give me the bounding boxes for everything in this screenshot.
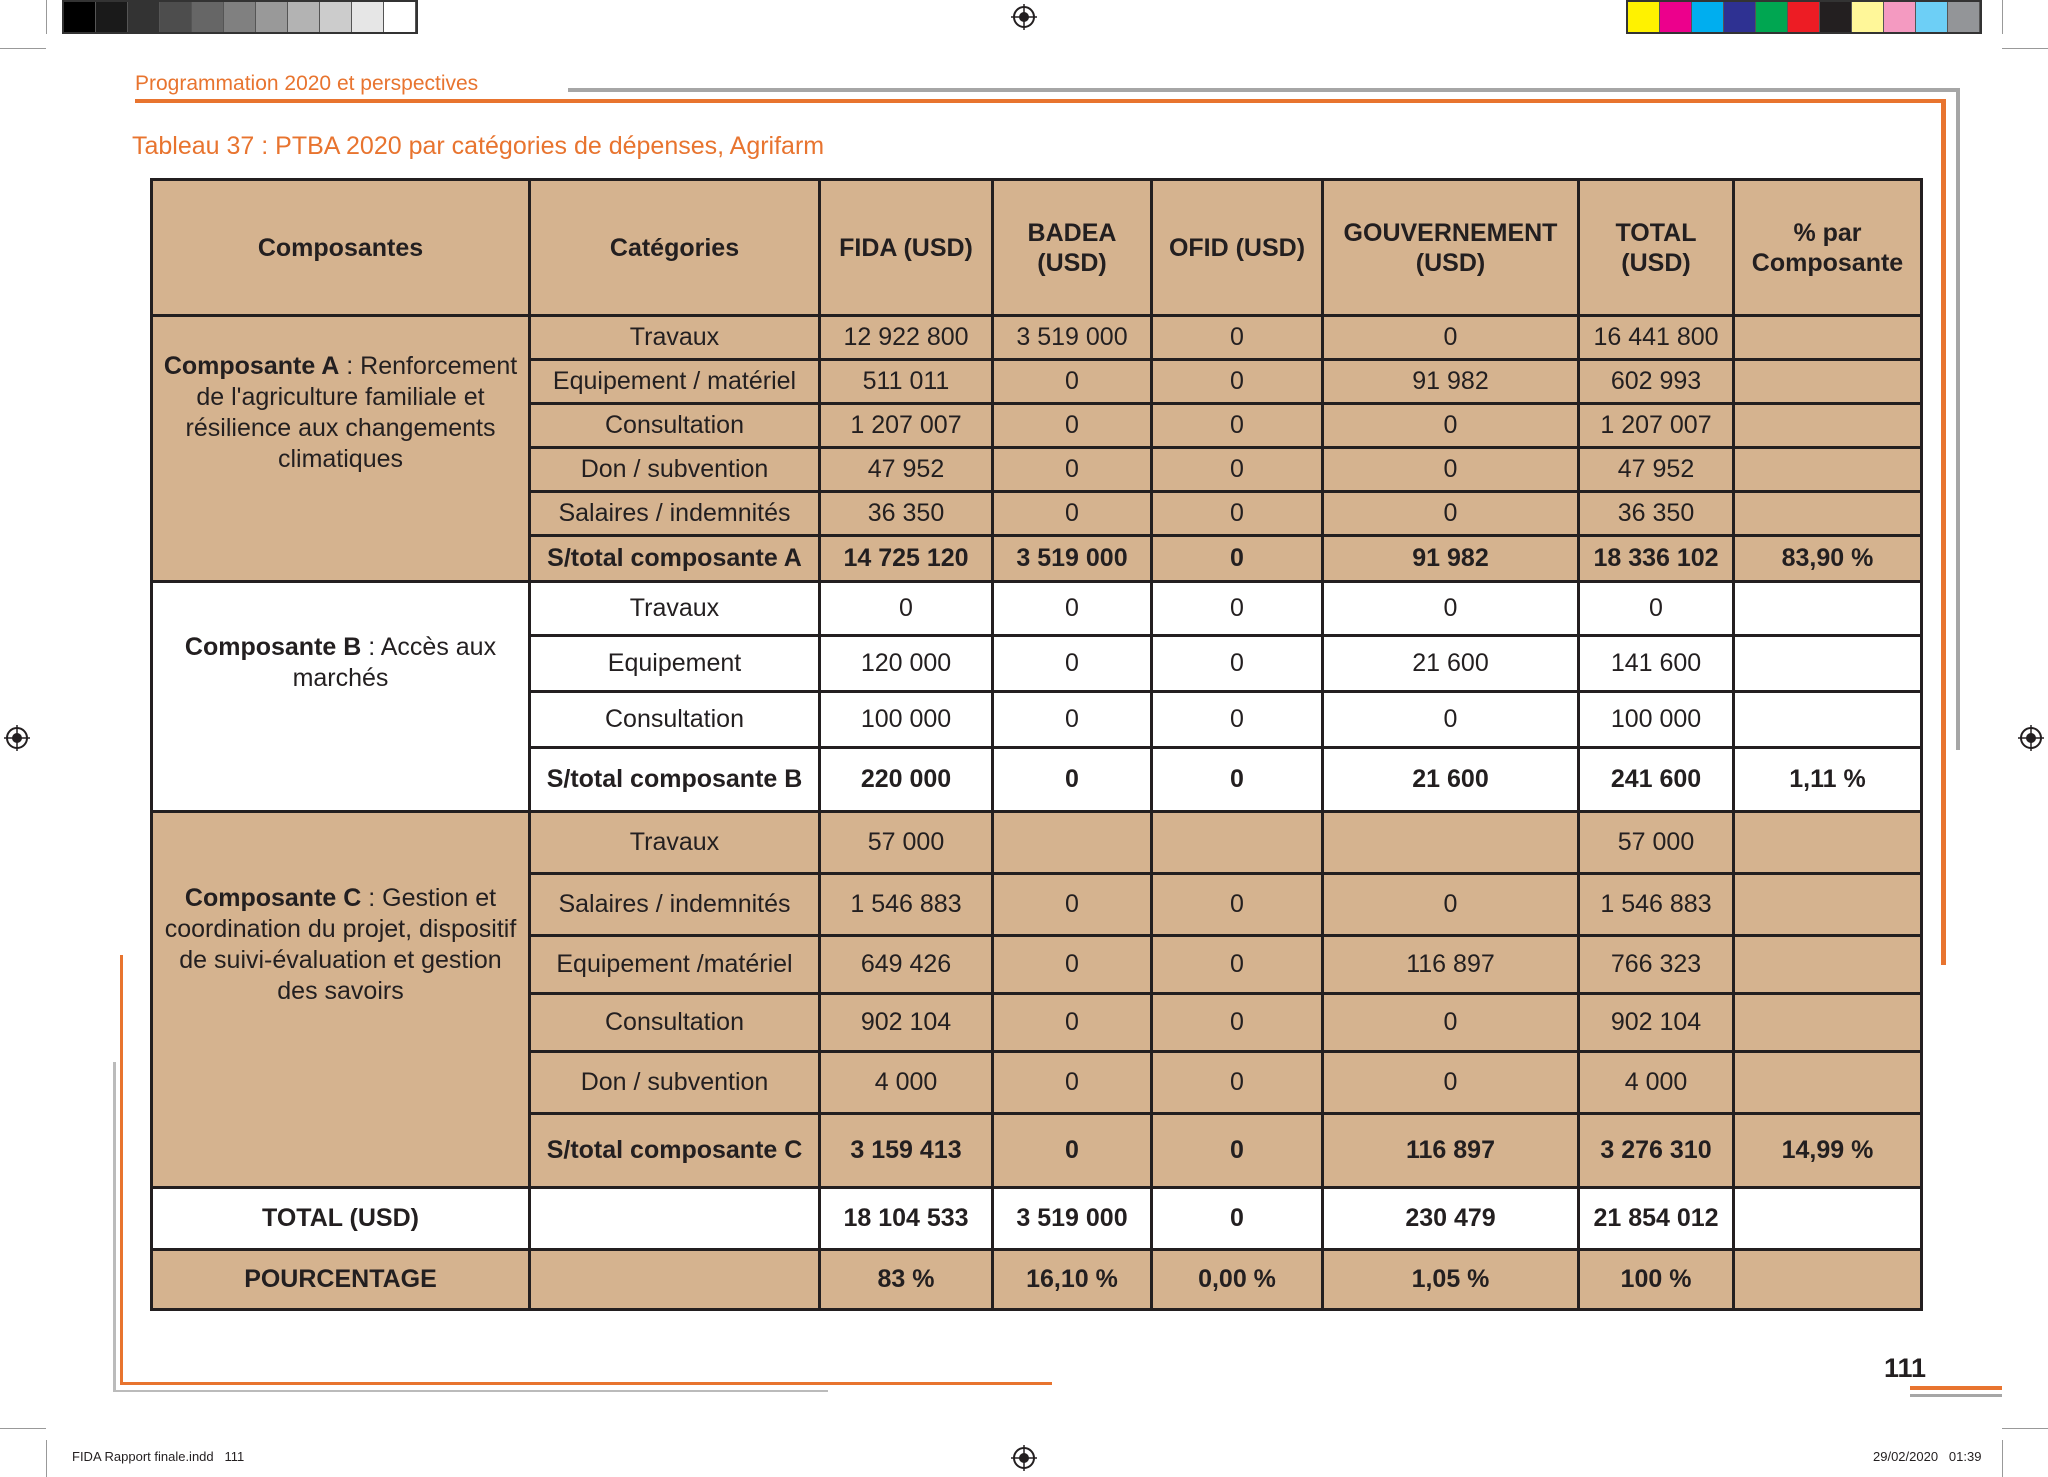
gouvernement-cell: 91 982 xyxy=(1323,360,1579,404)
registration-mark-top-icon xyxy=(1011,4,1037,30)
badea-cell: 3 519 000 xyxy=(993,316,1152,360)
total-row xyxy=(152,1188,1922,1250)
gouvernement-cell: 116 897 xyxy=(1323,936,1579,994)
badea-cell xyxy=(993,812,1152,874)
ofid-cell: 0 xyxy=(1152,874,1323,936)
registration-mark-bottom-icon xyxy=(1011,1445,1037,1471)
registration-mark-right-icon xyxy=(2018,725,2044,751)
color-swatch xyxy=(1788,2,1820,32)
component-a-description: : Renforcement de l'agriculture familiale et résilience aux changements climatiques xyxy=(185,351,518,473)
frame-rule-orange-vertical xyxy=(1941,99,1946,965)
ofid-cell: 0 xyxy=(1152,492,1323,536)
percent-cell: 1,11 % xyxy=(1734,748,1922,812)
fida-cell: 12 922 800 xyxy=(820,316,993,360)
frame-rule-gray-bottom xyxy=(113,1390,828,1392)
fida-cell: 3 159 413 xyxy=(820,1114,993,1188)
color-swatch xyxy=(96,2,128,32)
color-swatch xyxy=(1916,2,1948,32)
ofid-cell: 0 xyxy=(1152,448,1323,492)
component-a-name: Composante A xyxy=(163,351,340,380)
ofid-cell: 0 xyxy=(1152,316,1323,360)
ofid-cell: 0 xyxy=(1152,1114,1323,1188)
fida-cell: 1 546 883 xyxy=(820,874,993,936)
percent-cell xyxy=(1734,316,1922,360)
gouvernement-cell: 0 xyxy=(1323,582,1579,636)
percent-cell: 83,90 % xyxy=(1734,536,1922,582)
gouvernement-cell: 1,05 % xyxy=(1323,1250,1579,1310)
ofid-cell: 0 xyxy=(1152,582,1323,636)
color-swatch xyxy=(224,2,256,32)
percent-cell xyxy=(1734,994,1922,1052)
badea-cell: 0 xyxy=(993,1052,1152,1114)
percent-cell xyxy=(1734,1250,1922,1310)
color-swatch xyxy=(320,2,352,32)
component-c-cell xyxy=(152,812,530,1188)
badea-cell: 16,10 % xyxy=(993,1250,1152,1310)
badea-cell: 0 xyxy=(993,692,1152,748)
category-cell: Equipement /matériel xyxy=(530,936,820,994)
color-swatch xyxy=(1884,2,1916,32)
fida-cell: 100 000 xyxy=(820,692,993,748)
frame-rule-gray-left xyxy=(113,1062,116,1390)
category-cell xyxy=(530,1188,820,1250)
color-swatch xyxy=(1948,2,1980,32)
badea-cell: 0 xyxy=(993,748,1152,812)
percent-cell xyxy=(1734,404,1922,448)
color-swatch xyxy=(1628,2,1660,32)
category-cell: Travaux xyxy=(530,316,820,360)
percent-cell: 14,99 % xyxy=(1734,1114,1922,1188)
category-cell: Salaires / indemnités xyxy=(530,492,820,536)
color-swatch xyxy=(160,2,192,32)
ofid-cell: 0 xyxy=(1152,936,1323,994)
total-cell: 100 % xyxy=(1579,1250,1734,1310)
slug-date: 29/02/2020 01:39 xyxy=(1873,1449,1982,1464)
total-cell: 16 441 800 xyxy=(1579,316,1734,360)
slug-file-info: FIDA Rapport finale.indd 111 xyxy=(72,1449,245,1464)
percent-cell xyxy=(1734,692,1922,748)
gouvernement-cell: 0 xyxy=(1323,448,1579,492)
percentage-row xyxy=(152,1250,1922,1310)
crop-mark xyxy=(0,48,46,49)
gouvernement-cell: 91 982 xyxy=(1323,536,1579,582)
category-cell: Travaux xyxy=(530,812,820,874)
page-number-rule-gray xyxy=(1910,1394,2002,1397)
ofid-cell: 0 xyxy=(1152,748,1323,812)
ofid-cell: 0 xyxy=(1152,636,1323,692)
total-cell: 36 350 xyxy=(1579,492,1734,536)
color-swatch xyxy=(64,2,96,32)
frame-rule-gray-vertical xyxy=(1956,88,1960,750)
badea-cell: 0 xyxy=(993,404,1152,448)
category-cell: Salaires / indemnités xyxy=(530,874,820,936)
category-cell: Consultation xyxy=(530,692,820,748)
total-cell: 100 000 xyxy=(1579,692,1734,748)
crop-mark xyxy=(46,0,47,34)
percent-cell xyxy=(1734,936,1922,994)
running-head: Programmation 2020 et perspectives xyxy=(135,72,479,95)
percent-cell xyxy=(1734,1188,1922,1250)
category-cell: Equipement xyxy=(530,636,820,692)
percent-cell xyxy=(1734,492,1922,536)
table-row xyxy=(152,812,1922,874)
gouvernement-cell: 21 600 xyxy=(1323,636,1579,692)
color-swatch xyxy=(288,2,320,32)
fida-cell: 511 011 xyxy=(820,360,993,404)
ofid-cell: 0 xyxy=(1152,536,1323,582)
badea-cell: 0 xyxy=(993,448,1152,492)
percent-cell xyxy=(1734,582,1922,636)
table-row xyxy=(152,316,1922,360)
category-cell: Don / subvention xyxy=(530,448,820,492)
percent-cell xyxy=(1734,360,1922,404)
header-rule-gray xyxy=(568,88,1960,92)
crop-mark xyxy=(2002,1428,2048,1429)
percentage-label: POURCENTAGE xyxy=(152,1250,530,1310)
fida-cell: 4 000 xyxy=(820,1052,993,1114)
color-swatch xyxy=(192,2,224,32)
color-swatch xyxy=(1692,2,1724,32)
gouvernement-cell: 0 xyxy=(1323,1052,1579,1114)
crop-mark xyxy=(46,1440,47,1477)
color-swatch xyxy=(1724,2,1756,32)
ofid-cell: 0,00 % xyxy=(1152,1250,1323,1310)
total-label: TOTAL (USD) xyxy=(152,1188,530,1250)
ofid-cell: 0 xyxy=(1152,404,1323,448)
crop-mark xyxy=(0,1428,46,1429)
component-a-cell xyxy=(152,316,530,582)
fida-cell: 47 952 xyxy=(820,448,993,492)
fida-cell: 14 725 120 xyxy=(820,536,993,582)
category-cell xyxy=(530,1250,820,1310)
badea-cell: 0 xyxy=(993,492,1152,536)
ofid-cell xyxy=(1152,812,1323,874)
total-cell: 18 336 102 xyxy=(1579,536,1734,582)
component-b-cell xyxy=(152,582,530,812)
header-cell: FIDA (USD) xyxy=(820,180,993,316)
fida-cell: 220 000 xyxy=(820,748,993,812)
gouvernement-cell: 0 xyxy=(1323,404,1579,448)
gouvernement-cell: 0 xyxy=(1323,874,1579,936)
total-cell: 21 854 012 xyxy=(1579,1188,1734,1250)
crop-mark xyxy=(2002,1440,2003,1477)
badea-cell: 0 xyxy=(993,636,1152,692)
header-cell: Composantes xyxy=(152,180,530,316)
ofid-cell: 0 xyxy=(1152,1052,1323,1114)
badea-cell: 0 xyxy=(993,874,1152,936)
header-cell: OFID (USD) xyxy=(1152,180,1323,316)
gouvernement-cell: 0 xyxy=(1323,692,1579,748)
badea-cell: 3 519 000 xyxy=(993,536,1152,582)
total-cell: 766 323 xyxy=(1579,936,1734,994)
gray-color-bar xyxy=(62,0,418,34)
component-b-name: Composante B xyxy=(184,632,362,661)
color-swatch xyxy=(1660,2,1692,32)
frame-rule-orange-bottom xyxy=(120,1382,1052,1385)
badea-cell: 0 xyxy=(993,582,1152,636)
total-cell: 3 276 310 xyxy=(1579,1114,1734,1188)
fida-cell: 649 426 xyxy=(820,936,993,994)
fida-cell: 57 000 xyxy=(820,812,993,874)
badea-cell: 3 519 000 xyxy=(993,1188,1152,1250)
page-number: 111 xyxy=(1884,1353,1927,1383)
category-cell: Equipement / matériel xyxy=(530,360,820,404)
total-cell: 4 000 xyxy=(1579,1052,1734,1114)
component-b-description: : Accès aux marchés xyxy=(292,632,497,692)
fida-cell: 36 350 xyxy=(820,492,993,536)
fida-cell: 83 % xyxy=(820,1250,993,1310)
fida-cell: 120 000 xyxy=(820,636,993,692)
color-swatch xyxy=(128,2,160,32)
percent-cell xyxy=(1734,636,1922,692)
total-cell: 1 207 007 xyxy=(1579,404,1734,448)
crop-mark xyxy=(2002,0,2003,34)
gouvernement-cell: 230 479 xyxy=(1323,1188,1579,1250)
ofid-cell: 0 xyxy=(1152,994,1323,1052)
percent-cell xyxy=(1734,448,1922,492)
fida-cell: 902 104 xyxy=(820,994,993,1052)
header-cell: % par Composante xyxy=(1734,180,1922,316)
component-c-description: : Gestion et coordination du projet, dispositif de suivi-évaluation et gestion des savoirs xyxy=(164,883,517,1005)
subtotal-label: S/total composante B xyxy=(530,748,820,812)
table-row xyxy=(152,582,1922,636)
subtotal-label: S/total composante A xyxy=(530,536,820,582)
ofid-cell: 0 xyxy=(1152,692,1323,748)
color-swatch xyxy=(1852,2,1884,32)
total-cell: 141 600 xyxy=(1579,636,1734,692)
total-cell: 241 600 xyxy=(1579,748,1734,812)
process-color-bar xyxy=(1626,0,1982,34)
header-cell: GOUVERNEMENT (USD) xyxy=(1323,180,1579,316)
ofid-cell: 0 xyxy=(1152,1188,1323,1250)
badea-cell: 0 xyxy=(993,936,1152,994)
total-cell: 47 952 xyxy=(1579,448,1734,492)
table-header-row xyxy=(152,180,1922,316)
total-cell: 1 546 883 xyxy=(1579,874,1734,936)
category-cell: Travaux xyxy=(530,582,820,636)
fida-cell: 18 104 533 xyxy=(820,1188,993,1250)
total-cell: 57 000 xyxy=(1579,812,1734,874)
percent-cell xyxy=(1734,874,1922,936)
ofid-cell: 0 xyxy=(1152,360,1323,404)
page-number-rule-orange xyxy=(1910,1386,2002,1390)
frame-rule-orange-left xyxy=(120,955,123,1385)
color-swatch xyxy=(256,2,288,32)
registration-mark-left-icon xyxy=(4,725,30,751)
fida-cell: 1 207 007 xyxy=(820,404,993,448)
badea-cell: 0 xyxy=(993,1114,1152,1188)
category-cell: Consultation xyxy=(530,404,820,448)
total-cell: 0 xyxy=(1579,582,1734,636)
color-swatch xyxy=(384,2,416,32)
component-c-name: Composante C xyxy=(184,883,362,912)
header-cell: TOTAL (USD) xyxy=(1579,180,1734,316)
gouvernement-cell: 0 xyxy=(1323,994,1579,1052)
table-title: Tableau 37 : PTBA 2020 par catégories de dépenses, Agrifarm xyxy=(132,132,825,160)
crop-mark xyxy=(2002,48,2048,49)
total-cell: 602 993 xyxy=(1579,360,1734,404)
category-cell: Don / subvention xyxy=(530,1052,820,1114)
percent-cell xyxy=(1734,812,1922,874)
color-swatch xyxy=(352,2,384,32)
budget-table xyxy=(150,178,1923,1311)
gouvernement-cell: 21 600 xyxy=(1323,748,1579,812)
badea-cell: 0 xyxy=(993,360,1152,404)
header-rule-orange xyxy=(135,99,1945,103)
gouvernement-cell: 0 xyxy=(1323,492,1579,536)
category-cell: Consultation xyxy=(530,994,820,1052)
fida-cell: 0 xyxy=(820,582,993,636)
header-cell: BADEA (USD) xyxy=(993,180,1152,316)
gouvernement-cell: 116 897 xyxy=(1323,1114,1579,1188)
gouvernement-cell: 0 xyxy=(1323,316,1579,360)
badea-cell: 0 xyxy=(993,994,1152,1052)
color-swatch xyxy=(1756,2,1788,32)
subtotal-label: S/total composante C xyxy=(530,1114,820,1188)
total-cell: 902 104 xyxy=(1579,994,1734,1052)
color-swatch xyxy=(1820,2,1852,32)
header-cell: Catégories xyxy=(530,180,820,316)
gouvernement-cell xyxy=(1323,812,1579,874)
percent-cell xyxy=(1734,1052,1922,1114)
